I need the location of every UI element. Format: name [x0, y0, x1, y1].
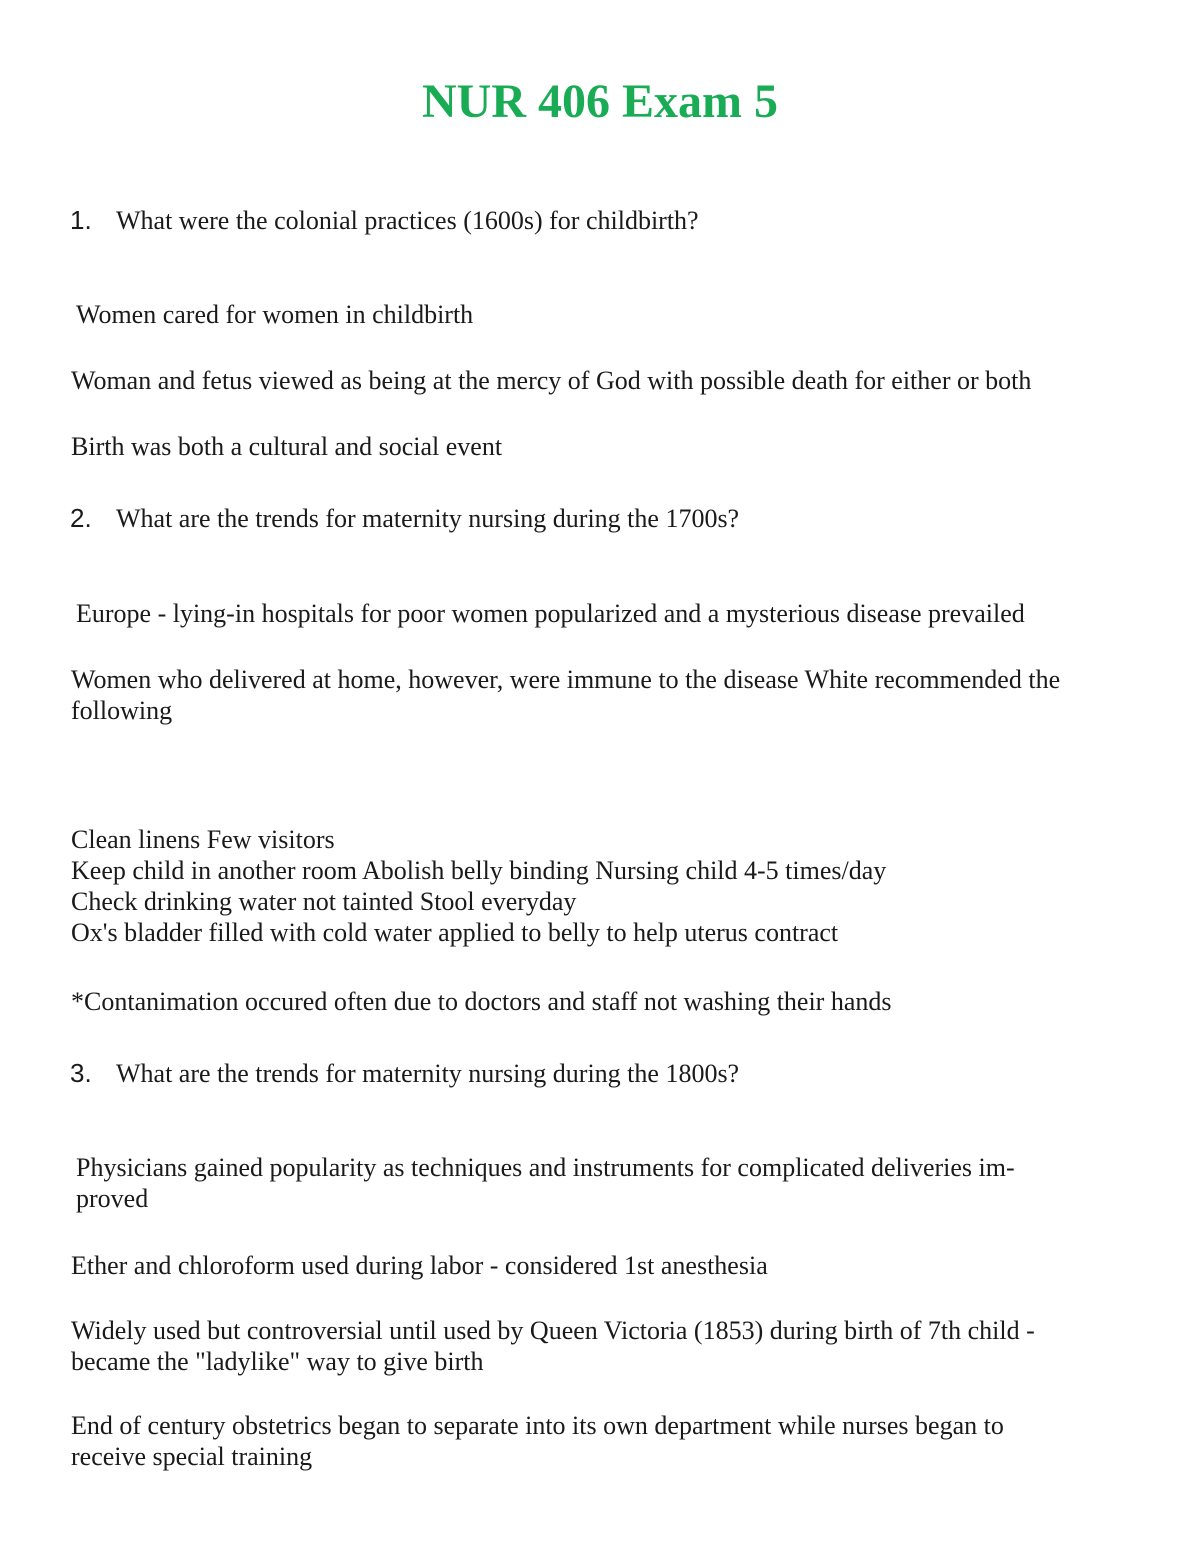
list-item: Keep child in another room Abolish belly binding Nursing child 4-5 times/day [71, 856, 887, 885]
list-item: Ox's bladder filled with cold water applied to belly to help uterus contract [71, 918, 839, 947]
question-2 [70, 502, 739, 535]
list-item: Clean linens Few visitors [71, 825, 335, 854]
question-number: 3. [70, 1058, 92, 1088]
recommendation-list [71, 824, 1131, 948]
note-text: *Contanimation occured often due to doctors and staff not washing their hands [71, 987, 892, 1016]
list-item: Check drinking water not tainted Stool everyday [71, 887, 577, 916]
answer-text: End of century obstetrics began to separate into its own department while nurses began to receive special training [71, 1411, 1004, 1471]
question-number: 2. [70, 503, 92, 533]
question-number: 1. [70, 205, 92, 235]
answer-text: Widely used but controversial until used by Queen Victoria (1853) during birth of 7th child - became the "ladylike" way to give birth [71, 1316, 1035, 1376]
question-3 [70, 1057, 739, 1090]
answer-text: Physicians gained popularity as techniques and instruments for complicated deliveries im- proved [76, 1153, 1015, 1213]
answer-text: Women who delivered at home, however, were immune to the disease White recommended the following [71, 665, 1061, 725]
question-text: What are the trends for maternity nursing during the 1800s? [116, 1059, 740, 1088]
question-text: What were the colonial practices (1600s) for childbirth? [116, 206, 699, 235]
answer-text: Women cared for women in childbirth [76, 300, 474, 329]
answer-text: Woman and fetus viewed as being at the mercy of God with possible death for either or both [71, 366, 1032, 395]
page-title: NUR 406 Exam 5 [422, 75, 778, 128]
question-1 [70, 204, 699, 237]
answer-text: Birth was both a cultural and social event [71, 432, 503, 461]
question-text: What are the trends for maternity nursing during the 1700s? [116, 504, 740, 533]
answer-text: Ether and chloroform used during labor - considered 1st anesthesia [71, 1251, 768, 1280]
answer-text: Europe - lying-in hospitals for poor women popularized and a mysterious disease prevailed [76, 599, 1025, 628]
